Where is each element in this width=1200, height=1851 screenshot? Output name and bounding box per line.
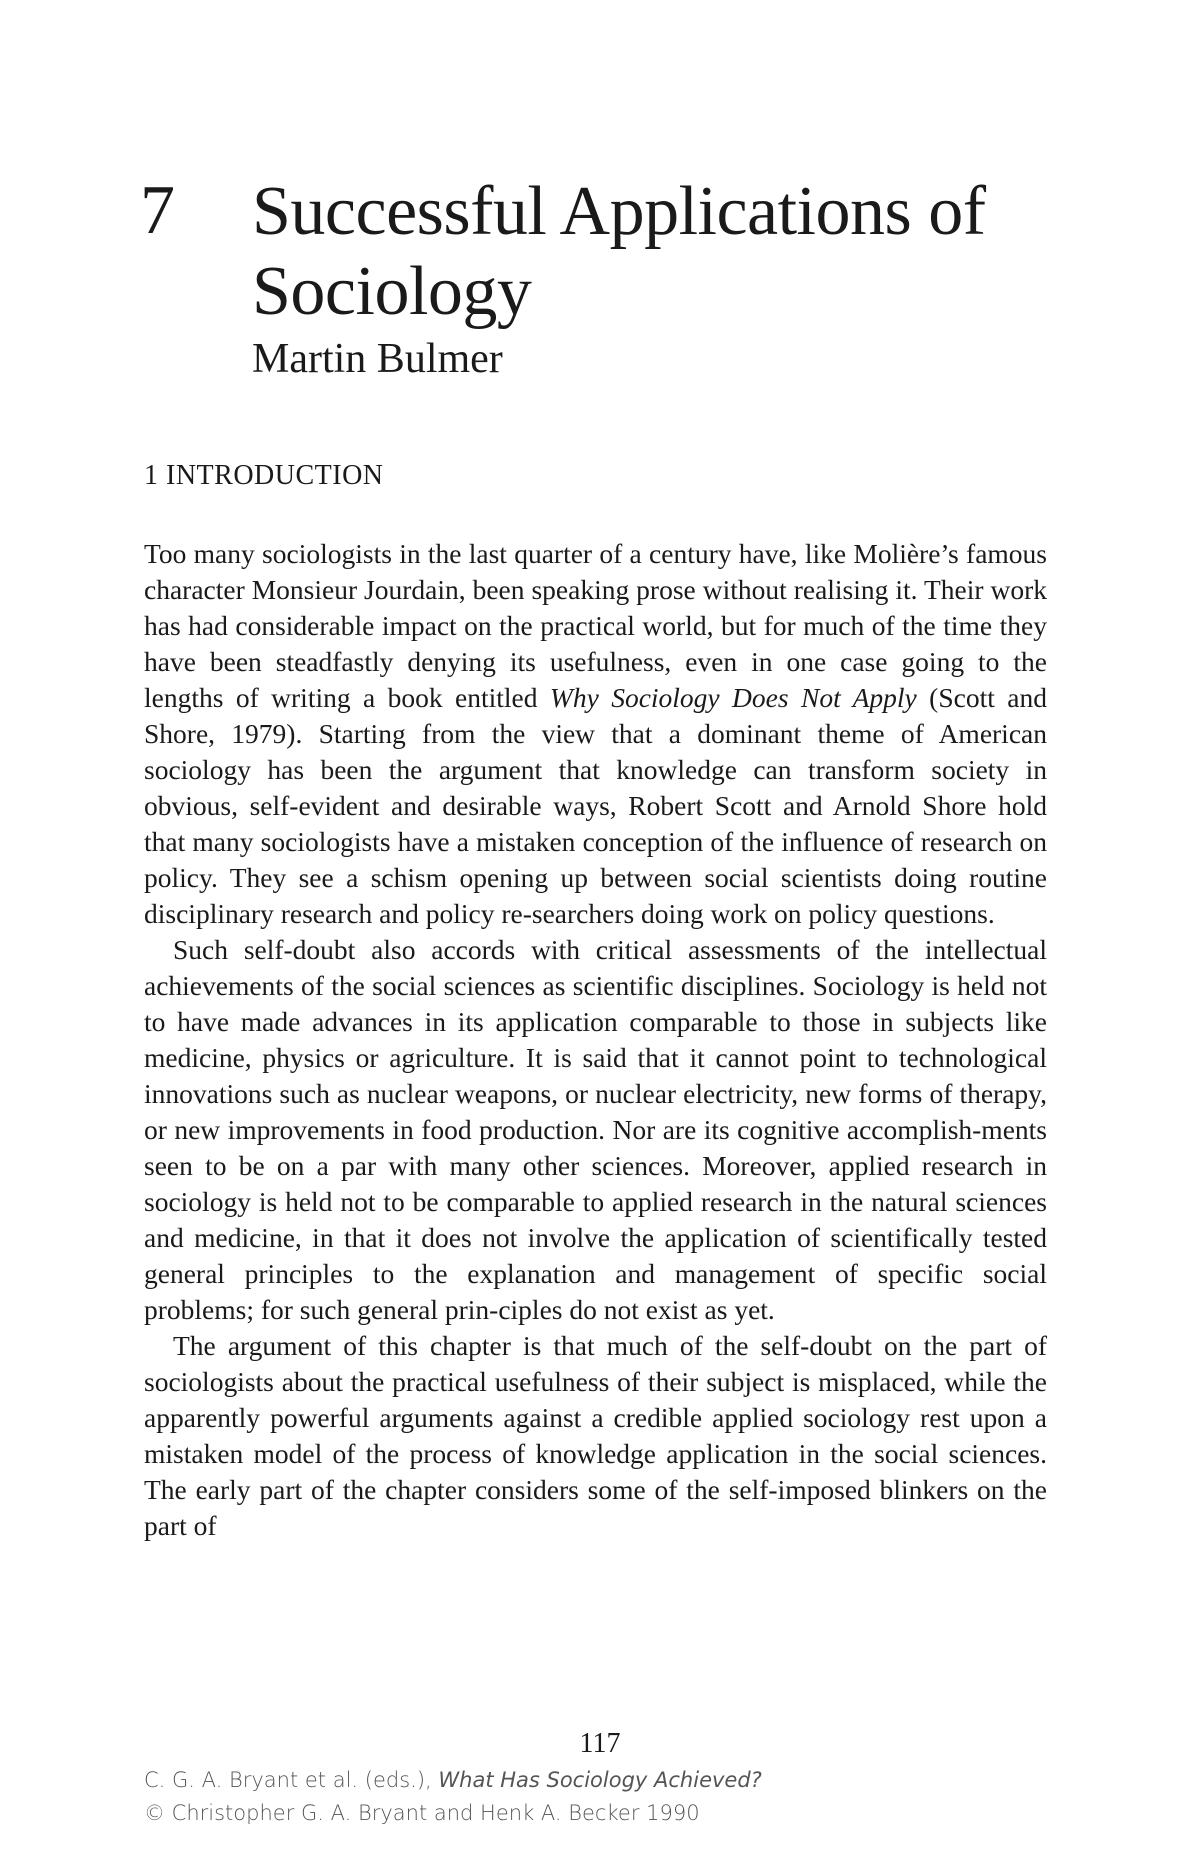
paragraph-1-text-a: Too many sociologists in the last quarter of a century have, like Molière’s famous character Monsieur Jourdain, been speaking prose without realising it. Their work has had considerable impact on the practical world, but for much of the time they have been steadfastly denying its usefulness, even in one case going to the lengths of writing a book entitled <box>144 538 1047 713</box>
section-heading: 1 INTRODUCTION <box>144 460 384 491</box>
paragraph-1-text-b: (Scott and Shore, 1979). Starting from the view that a dominant theme of American sociology has been the argument that knowledge can transform society in obvious, self-evident and desirable ways, Robert Scott and Arnold Shore hold that many sociologists have a mistaken conception of the influence of research on policy. They see a schism opening up between social scientists doing routine disciplinary research and policy re-searchers doing work on policy questions. <box>144 682 1047 929</box>
citation-book-title: What Has Sociology Achieved? <box>438 1768 762 1792</box>
citation-editors: C. G. A. Bryant et al. (eds.), <box>144 1768 439 1792</box>
copyright-line: © Christopher G. A. Bryant and Henk A. Becker 1990 <box>144 1801 700 1825</box>
paragraph-1 <box>144 536 1047 932</box>
body-text <box>144 536 1047 1544</box>
chapter-title: Successful Applications of Sociology <box>252 173 986 330</box>
chapter-number: 7 <box>140 172 175 249</box>
paragraph-3: The argument of this chapter is that much of the self-doubt on the part of sociologists about the practical usefulness of their subject is misplaced, while the apparently powerful arguments against a credible applied sociology rest upon a mistaken model of the process of knowledge application in the social sciences. The early part of the chapter considers some of the self-imposed blinkers on the part of <box>144 1330 1047 1541</box>
cited-book-title: Why Sociology Does Not Apply <box>549 682 917 713</box>
chapter-author: Martin Bulmer <box>252 336 503 382</box>
citation-line <box>144 1764 762 1797</box>
paragraph-2: Such self-doubt also accords with critical assessments of the intellectual achievements of the social sciences as scientific disciplines. Sociology is held not to have made advances in its application comparable to those in subjects like medicine, physics or agriculture. It is said that it cannot point to technological innovations such as nuclear weapons, or nuclear electricity, new forms of therapy, or new improvements in food production. Nor are its cognitive accomplish-ments seen to be on a par with many other sciences. Moreover, applied research in sociology is held not to be comparable to applied research in the natural sciences and medicine, in that it does not involve the application of scientifically tested general principles to the explanation and management of specific social problems; for such general prin-ciples do not exist as yet. <box>144 934 1047 1325</box>
page-number: 117 <box>579 1728 621 1759</box>
copyright-footer <box>144 1764 762 1830</box>
